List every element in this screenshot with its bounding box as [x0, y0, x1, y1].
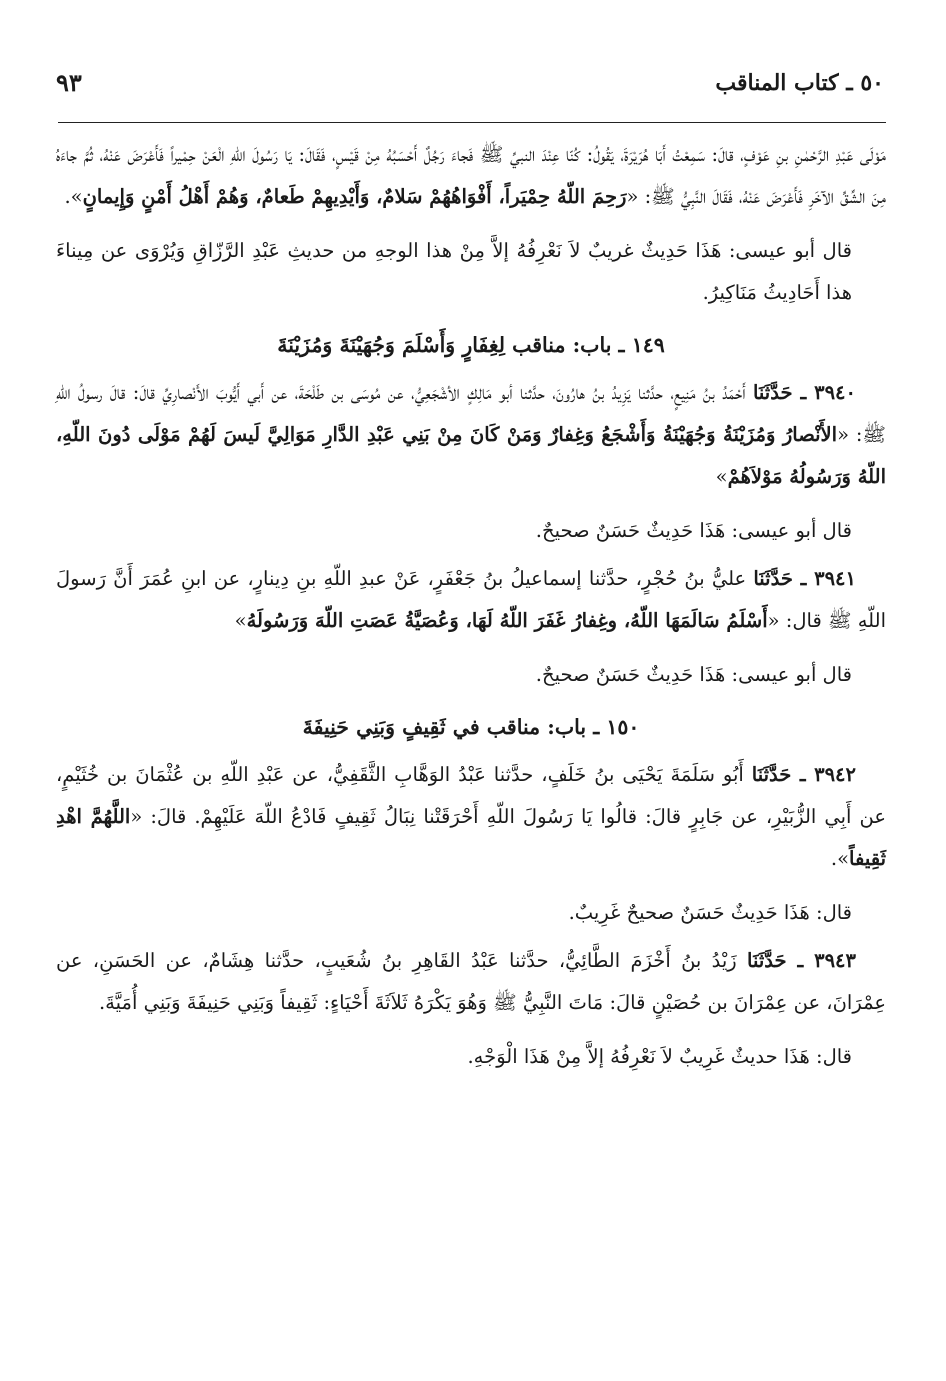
- prophetic-saying: اللَّهُمَّ اهْدِ ثَقِيفاً: [56, 805, 886, 870]
- narration-text: مَوْلَى عَبْدِ الرَّحْمٰنِ بنِ عَوْفٍ، قالَ: سَمِعْتُ أَبَا هُرَيْرَةَ، يَقُولُ: كُنّا عِنْدَ النبيِّ ﷺ فَجاءَ رَجُلٌ أَحْسَبُهُ مِنْ قَيْسٍ، فَقَالَ: يَا رَسُولَ اللّهِ الْعَنْ حِمْيراً فَأَعْرَضَ عَنْهُ، ثُمَّ جاءَهُ مِنَ الشِّقِّ الآخَرِ فَأَعْرَضَ عَنْهُ، فَقَالَ النَّبِيُّ ﷺ: «: [56, 143, 886, 208]
- hadith-number: ٣٩٤٠ ـ حَدَّثَنَا: [752, 381, 856, 404]
- hadith-3940: [56, 372, 886, 498]
- narration-text: زَيْدُ بنُ أَخْزَمَ الطَّائِيُّ، حدَّثنا عَبْدُ القَاهِرِ بنُ شُعَيبٍ، حدَّثنا هِشَامٌ، عن الحَسَنِ، عن عِمْرَانَ، عن عِمْرَانَ بن حُصَيْنٍ قالَ: مَاتَ النَّبِيُّ ﷺ وَهُوَ يَكْرَهُ ثَلاَثَةَ أَحْيَاءٍ: ثَقِيفاً وَبَنِي حَنِيفَةَ وَبَنِي أُمَيَّةَ.: [56, 949, 886, 1014]
- hadith-3942: [56, 754, 886, 880]
- hadith-3941: [56, 558, 886, 642]
- hadith-number: ٣٩٤١ ـ حَدَّثَنَا: [753, 567, 856, 590]
- grading-note: قال أبو عيسى: هَذَا حَدِيثٌ حَسَنٌ صحيحٌ.: [535, 663, 852, 686]
- page-body: [56, 134, 886, 1082]
- narration-text: عليُّ بنُ حُجْرٍ، حدَّثنا إسماعيلُ بنُ جَعْفَرٍ، عَنْ عبدِ اللّهِ بنِ دِينارٍ، عن ابنِ عُمَرَ أَنَّ رَسولَ اللّهِ ﷺ قال: «: [56, 567, 886, 632]
- narration-text: أَحْمَدُ بنُ مَنِيعٍ، حدَّثنا يَزِيدُ بنُ هارُونَ، حدَّثنا أبو مَالِكٍ الأشْجَعِيُّ، عن مُوسَى بن طَلْحَةَ، عن أَبي أَيُّوبَ الأَنْصارِيِّ قالَ: قالَ رسولُ اللّهِ ﷺ: «: [56, 381, 886, 446]
- page-number: ٩٣: [56, 68, 82, 97]
- quote-close: ».: [64, 185, 83, 208]
- hadith-number: ٣٩٤٣ ـ حَدَّثَنَا: [747, 949, 856, 972]
- narration-text: أَبُو سَلَمَةَ يَحْيَى بنُ خَلَفٍ، حدَّثنا عَبْدُ الوَهَّابِ الثَّقَفِيُّ، عن عَبْدِ اللّهِ بن عُثْمَانَ بن خُثَيْمٍ، عن أَبِي الزُّبَيْرِ، عن جَابِرٍ قالَ: قالُوا يَا رَسُولَ اللّهِ أَحْرَقَتْنا نِبَالُ ثَقِيفٍ فَادْعُ اللّهَ عَلَيْهِمْ. قالَ: «: [56, 763, 886, 828]
- quote-close: »: [234, 609, 247, 632]
- header-rule: [58, 122, 886, 123]
- chapter-title: ٥٠ ـ كتاب المناقب: [715, 70, 884, 96]
- grading-note: قال: هَذَا حَدِيثٌ حَسَنٌ صحيحٌ غَرِيبٌ.: [568, 901, 852, 924]
- hadith-3943: [56, 940, 886, 1024]
- chapter-heading-149: ١٤٩ ـ باب: مناقب لِغِفَارٍ وَأَسْلَمَ وَجُهَيْنَةَ وَمُزَيْنَةَ: [277, 333, 665, 357]
- hadith-continuation: [56, 134, 886, 218]
- quote-close: ».: [830, 847, 850, 870]
- chapter-heading-150: ١٥٠ ـ باب: مناقب في ثَقِيفٍ وَبَنِي حَنِيفَةَ: [302, 715, 640, 739]
- hadith-number: ٣٩٤٢ ـ حَدَّثَنَا: [751, 763, 856, 786]
- page-header: [56, 66, 884, 112]
- grading-note: قال أبو عيسى: هَذَا حَدِيثٌ حَسَنٌ صحيحٌ.: [535, 519, 852, 542]
- quote-close: »: [715, 465, 728, 488]
- prophetic-saying: رَحِمَ اللّهُ حِمْيَراً، أَفْوَاهُهُمْ سَلامٌ، وَأَيْدِيهِمْ طَعامٌ، وَهُمْ أَهْلُ أَمْنٍ وَإِيمانٍ: [82, 185, 627, 208]
- grading-note: قال أبو عيسى: هَذَا حَدِيثٌ غريبٌ لاَ نَعْرِفُهُ إلاَّ مِنْ هذا الوجهِ من حديثِ عَبْدِ الرَّزّاقِ وَيُرْوَى عن مِيناءَ هذا أَحَادِيثُ مَنَاكِيرُ.: [56, 239, 852, 304]
- prophetic-saying: الأَنْصارُ وَمُزَيْنَةُ وَجُهَيْنَةُ وَأَشْجَعُ وَغِفارٌ وَمَنْ كَانَ مِنْ بَنِي عَبْدِ الدَّارِ مَوَالِيَّ لَيسَ لَهُمْ مَوْلَى دُونَ اللّهِ، اللّهُ وَرَسُولُهُ مَوْلاَهُمْ: [56, 423, 886, 488]
- grading-note: قال: هَذَا حديثٌ غَرِيبٌ لاَ نَعْرِفُهُ إلاَّ مِنْ هَذَا الْوَجْهِ.: [467, 1045, 852, 1068]
- prophetic-saying: أَسْلَمُ سَالَمَهَا اللّهُ، وغِفارُ غَفَرَ اللّهُ لَهَا، وَعُصَيَّةُ عَصَتِ اللّهَ وَرَسُولَهُ: [246, 609, 768, 632]
